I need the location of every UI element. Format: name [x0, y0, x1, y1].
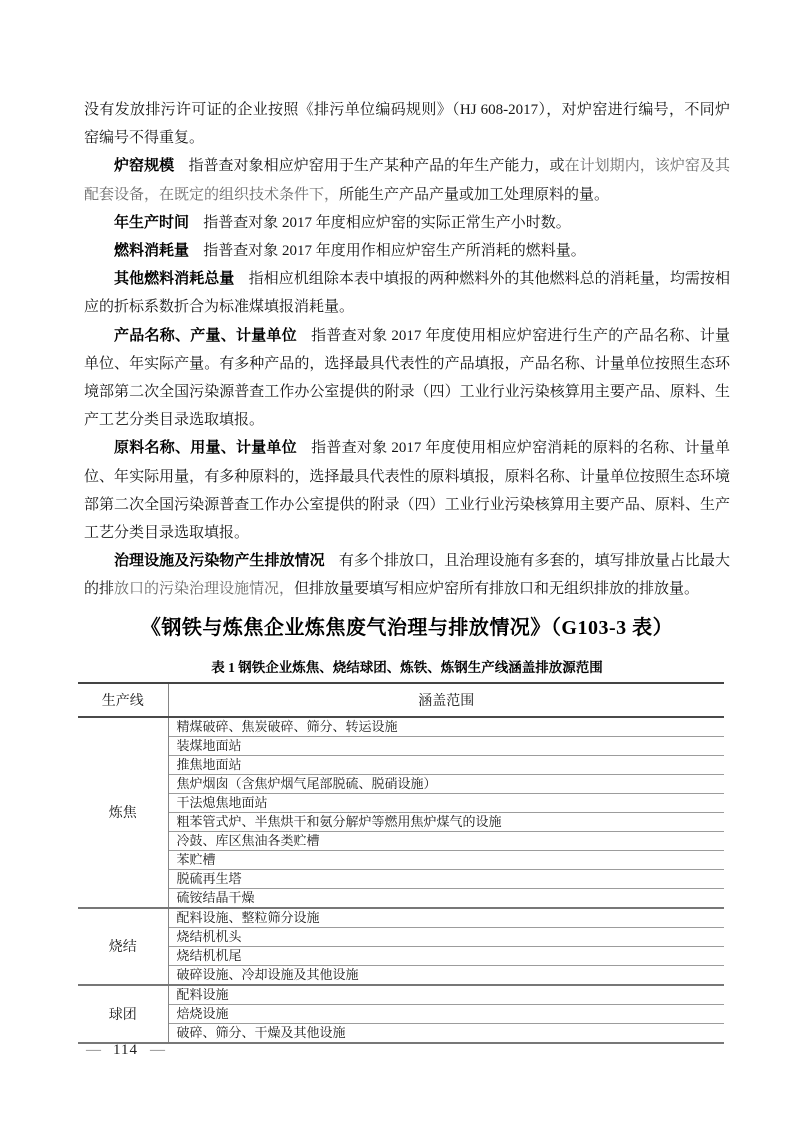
table-row: [78, 908, 724, 928]
production-line-cell: 烧结: [78, 908, 168, 985]
table-row: [78, 812, 724, 831]
paragraph-term: 炉窑规模: [114, 158, 175, 175]
coverage-cell: 脱硫再生塔: [168, 869, 724, 888]
paragraph: [84, 237, 730, 265]
body-text: [84, 96, 730, 604]
table-row: [78, 1004, 724, 1023]
coverage-cell: 焙烧设施: [168, 1004, 724, 1023]
table-row: [78, 946, 724, 965]
production-line-cell: 炼焦: [78, 717, 168, 908]
paragraph-run: 放口的污染治理设施情况，: [114, 581, 295, 598]
coverage-cell: 烧结机机尾: [168, 946, 724, 965]
table-row: [78, 985, 724, 1005]
paragraph-term: 年生产时间: [114, 214, 190, 231]
production-line-cell: 球团: [78, 985, 168, 1043]
coverage-cell: 配料设施: [168, 985, 724, 1005]
table-header-row: [78, 683, 724, 717]
paragraph-run: 有多个排放口，且治理设施有多套的，填写排放量占比最大的排: [84, 553, 730, 598]
table-row: [78, 965, 724, 985]
paragraph-run: 指普查对象 2017 年度使用相应炉窑消耗的原料的名称、计量单位、年实际用量，有多种原料的，选择最具代表性的原料填报，原料名称、计量单位按照生态环境部第二次全国污染源普查工作办公室提供的附录（四）工业行业污染核算用主要产品、原料、生产工艺分类目录选取填报。: [84, 440, 730, 542]
table-row: [78, 793, 724, 812]
paragraph: [84, 209, 730, 237]
table-row: [78, 774, 724, 793]
table-row: [78, 717, 724, 737]
coverage-cell: 推焦地面站: [168, 755, 724, 774]
paragraph: [84, 152, 730, 208]
footer-dash-right: —: [149, 1042, 165, 1058]
table-row: [78, 927, 724, 946]
coverage-cell: 配料设施、整粒筛分设施: [168, 908, 724, 928]
emission-source-table: [78, 682, 724, 1044]
paragraph-term: 原料名称、用量、计量单位: [114, 440, 297, 457]
coverage-cell: 装煤地面站: [168, 736, 724, 755]
paragraph-run: 但排放量要填写相应炉窑所有排放口和无组织排放的排放量。: [294, 581, 700, 598]
paragraph-run: 所能生产产品产量或加工处理原料的量。: [339, 186, 610, 203]
paragraph: [84, 322, 730, 435]
paragraph-term: 产品名称、产量、计量单位: [114, 327, 297, 344]
paragraph: [84, 96, 730, 152]
table-row: [78, 1023, 724, 1043]
table-row: [78, 888, 724, 908]
coverage-cell: 粗苯管式炉、半焦烘干和氨分解炉等燃用焦炉煤气的设施: [168, 812, 724, 831]
table-row: [78, 755, 724, 774]
coverage-cell: 干法熄焦地面站: [168, 793, 724, 812]
coverage-cell: 硫铵结晶干燥: [168, 888, 724, 908]
column-header-coverage: 涵盖范围: [168, 683, 724, 717]
paragraph-term: 燃料消耗量: [114, 243, 190, 260]
paragraph-run: 没有发放排污许可证的企业按照《排污单位编码规则》（HJ 608-2017），对炉窑进行编号，不同炉窑编号不得重复。: [84, 102, 730, 147]
column-header-production-line: 生产线: [78, 683, 168, 717]
page-content: [84, 96, 730, 1044]
coverage-cell: 烧结机机头: [168, 927, 724, 946]
table-row: [78, 831, 724, 850]
coverage-cell: 苯贮槽: [168, 850, 724, 869]
table-row: [78, 736, 724, 755]
paragraph-run: 指相应机组除本表中填报的两种燃料外的其他燃料总的消耗量，均需按相应的折标系数折合为标准煤填报消耗量。: [84, 271, 730, 316]
footer-dash-left: —: [86, 1042, 101, 1058]
coverage-cell: 冷鼓、库区焦油各类贮槽: [168, 831, 724, 850]
page-number: 114: [113, 1042, 138, 1058]
paragraph-run: 指普查对象相应炉窑用于生产某种产品的年生产能力，或: [188, 158, 565, 175]
coverage-cell: 焦炉烟囱（含焦炉烟气尾部脱硫、脱硝设施）: [168, 774, 724, 793]
coverage-cell: 破碎设施、冷却设施及其他设施: [168, 965, 724, 985]
paragraph-term: 治理设施及污染物产生排放情况: [114, 553, 325, 570]
paragraph-run: 指普查对象 2017 年度相应炉窑的实际正常生产小时数。: [203, 214, 571, 231]
page-footer: [86, 1040, 165, 1060]
paragraph-term: 其他燃料消耗总量: [114, 271, 235, 288]
coverage-cell: 破碎、筛分、干燥及其他设施: [168, 1023, 724, 1043]
coverage-cell: 精煤破碎、焦炭破碎、筛分、转运设施: [168, 717, 724, 737]
table-row: [78, 850, 724, 869]
paragraph: [84, 434, 730, 547]
paragraph-run: 指普查对象 2017 年度使用相应炉窑进行生产的产品名称、计量单位、年实际产量。有多种产品的，选择最具代表性的产品填报，产品名称、计量单位按照生态环境部第二次全国污染源普查工作办公室提供的附录（四）工业行业污染核算用主要产品、原料、生产工艺分类目录选取填报。: [84, 327, 730, 429]
table-header: [78, 683, 724, 717]
table-row: [78, 869, 724, 888]
table-caption: 表 1 钢铁企业炼焦、烧结球团、炼铁、炼钢生产线涵盖排放源范围: [211, 659, 603, 675]
table-body: [78, 717, 724, 1043]
paragraph: [84, 547, 730, 603]
paragraph: [84, 265, 730, 321]
paragraph-run: 在计划期内，该炉窑及其配套设备，在既定的组织技术条件下，: [84, 158, 730, 203]
section-title: 《钢铁与炼焦企业炼焦废气治理与排放情况》（G103-3 表）: [140, 616, 674, 639]
paragraph-run: 指普查对象 2017 年度用作相应炉窑生产所消耗的燃料量。: [203, 243, 586, 260]
